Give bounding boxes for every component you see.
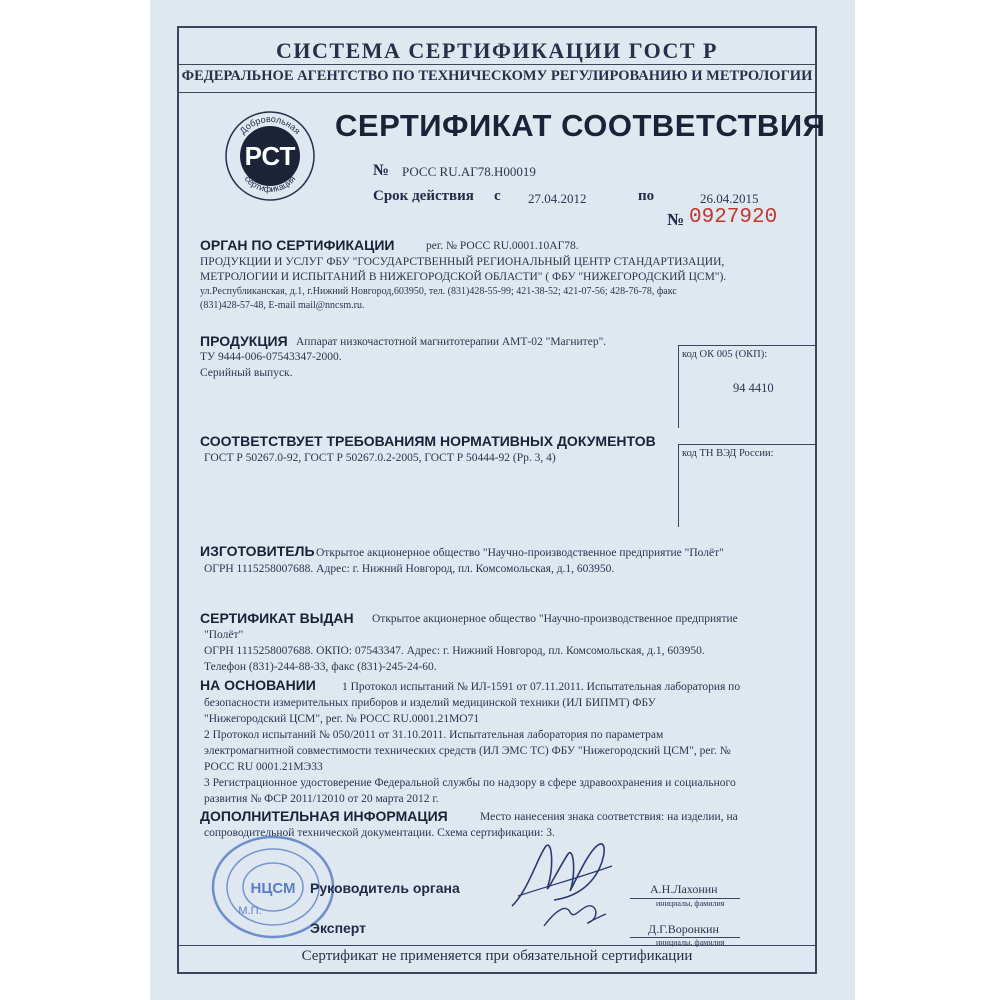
organ-line-1: ПРОДУКЦИИ И УСЛУГ ФБУ "ГОСУДАРСТВЕННЫЙ РЕГИОНАЛЬНЫЙ ЦЕНТР СТАНДАРТИЗАЦИИ, — [200, 256, 725, 268]
blank-number-label: № — [667, 210, 685, 229]
conformity-label: СООТВЕТСТВУЕТ ТРЕБОВАНИЯМ НОРМАТИВНЫХ ДОКУМЕНТОВ — [200, 433, 656, 449]
additional-line-2: сопроводительной технической документации. Схема сертификации: 3. — [204, 827, 555, 839]
basis-line-7: 3 Регистрационное удостоверение Федеральной службы по надзору в сфере здравоохранения и социального — [204, 777, 736, 789]
validity-from-date: 27.04.2012 — [528, 191, 587, 206]
basis-line-1: 1 Протокол испытаний № ИЛ-1591 от 07.11.2011. Испытательная лаборатория по — [342, 681, 741, 693]
logo-letters: РСТ — [244, 141, 296, 171]
issued-label: СЕРТИФИКАТ ВЫДАН — [200, 610, 354, 626]
organ-line-2: МЕТРОЛОГИИ И ИСПЫТАНИЙ В НИЖЕГОРОДСКОЙ ОБЛАСТИ" ( ФБУ "НИЖЕГОРОДСКИЙ ЦСМ"). — [200, 271, 727, 283]
basis-line-8: развития № ФСР 2011/12010 от 20 марта 2012 г. — [204, 793, 439, 805]
product-line-3: Серийный выпуск. — [200, 367, 293, 379]
product-label: ПРОДУКЦИЯ — [200, 333, 288, 349]
basis-label: НА ОСНОВАНИИ — [200, 677, 316, 693]
head-signature-label: Руководитель органа — [310, 880, 460, 896]
certificate-title: СЕРТИФИКАТ СООТВЕТСТВИЯ — [335, 108, 826, 143]
footer-note: Сертификат не применяется при обязательной сертификации — [301, 948, 693, 964]
system-title: СИСТЕМА СЕРТИФИКАЦИИ ГОСТ Р — [276, 38, 718, 63]
issued-line-4: Телефон (831)-244-88-33, факс (831)-245-24-60. — [204, 661, 437, 673]
validity-from-label: с — [494, 188, 501, 204]
product-line-1: Аппарат низкочастотной магнитотерапии АМТ-02 "Магнитер". — [296, 336, 607, 348]
validity-label: Срок действия — [373, 188, 474, 204]
basis-line-5: электромагнитной совместимости технических средств (ИЛ ЭМС ТС) ФБУ "Нижегородский ЦСМ", рег. № — [204, 745, 731, 757]
basis-line-2: безопасности измерительных приборов и изделий медицинской техники (ИЛ БИПМТ) ФБУ — [204, 697, 656, 709]
expert-signature-icon — [540, 898, 610, 933]
expert-name: Д.Г.Воронкин — [648, 922, 719, 936]
additional-label: ДОПОЛНИТЕЛЬНАЯ ИНФОРМАЦИЯ — [200, 808, 448, 824]
head-name-caption: инициалы, фамилия — [656, 899, 725, 908]
product-line-2: ТУ 9444-006-07543347-2000. — [200, 351, 342, 363]
validity-to-label: по — [638, 188, 655, 204]
basis-line-3: "Нижегородский ЦСМ", рег. № РОСС RU.0001.21МО71 — [204, 713, 480, 725]
okp-label: код ОК 005 (ОКП): — [682, 349, 768, 360]
organ-label: ОРГАН ПО СЕРТИФИКАЦИИ — [200, 237, 395, 253]
stamp-mark-text: М.П. — [238, 905, 262, 917]
expert-signature-label: Эксперт — [310, 920, 367, 936]
head-name: А.Н.Лахонин — [650, 882, 718, 896]
logo-ring-bottom: сертификация — [242, 173, 298, 195]
basis-line-6: РОСС RU 0001.21МЭ33 — [204, 761, 323, 773]
tnved-label: код ТН ВЭД России: — [682, 448, 774, 459]
organ-reg: рег. № РОСС RU.0001.10АГ78. — [426, 240, 579, 252]
footer-divider — [177, 945, 817, 946]
certificate-number: РОСС RU.АГ78.Н00019 — [402, 164, 536, 179]
additional-line-1: Место нанесения знака соответствия: на изделии, на — [480, 811, 738, 823]
stamp-center-text: НЦСМ — [250, 880, 296, 897]
issued-line-1: Открытое акционерное общество "Научно-производственное предприятие — [372, 613, 738, 625]
header-divider-top — [177, 64, 817, 65]
conformity-standards: ГОСТ Р 50267.0-92, ГОСТ Р 50267.0.2-2005, ГОСТ Р 50444-92 (Рр. 3, 4) — [204, 452, 556, 464]
basis-line-4: 2 Протокол испытаний № 050/2011 от 31.10.2011. Испытательная лаборатория по параметрам — [204, 729, 664, 741]
blank-serial-number: 0927920 — [689, 206, 778, 229]
issued-line-3: ОГРН 1115258007688. ОКПО: 07543347. Адрес: г. Нижний Новгород, пл. Комсомольская, д.1, 603950. — [204, 645, 705, 657]
organ-line-4: (831)428-57-48, E-mail mail@nncsm.ru. — [200, 300, 365, 311]
number-label: № — [373, 162, 390, 179]
rst-logo-icon — [222, 108, 318, 204]
organ-line-3: ул.Республиканская, д.1, г.Нижний Новгород,603950, тел. (831)428-55-99; 421-38-52; 421-07-56; 428-76-78, факс — [200, 286, 677, 297]
logo-ring-top: Добровольная — [237, 113, 303, 137]
validity-to-date: 26.04.2015 — [700, 191, 759, 206]
manufacturer-line-2: ОГРН 1115258007688. Адрес: г. Нижний Новгород, пл. Комсомольская, д.1, 603950. — [204, 563, 615, 575]
okp-value: 94 4410 — [733, 381, 774, 395]
expert-name-caption: инициалы, фамилия — [656, 938, 725, 947]
agency-title: ФЕДЕРАЛЬНОЕ АГЕНТСТВО ПО ТЕХНИЧЕСКОМУ РЕГУЛИРОВАНИЮ И МЕТРОЛОГИИ — [181, 68, 813, 84]
manufacturer-label: ИЗГОТОВИТЕЛЬ — [200, 543, 315, 559]
manufacturer-line-1: Открытое акционерное общество "Научно-производственное предприятие "Полёт" — [316, 547, 724, 559]
header-divider-bottom — [177, 92, 817, 93]
issued-line-2: "Полёт" — [204, 629, 244, 641]
